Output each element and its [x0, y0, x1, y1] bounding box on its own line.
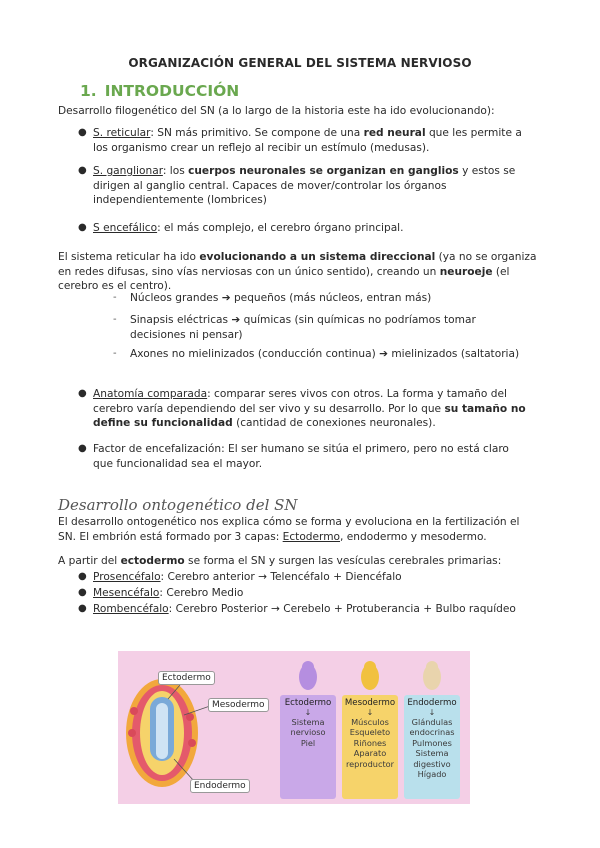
column-item: Pulmones	[412, 737, 452, 748]
bullet-icon: ●	[78, 571, 87, 582]
text: que funcionalidad sea el mayor.	[93, 457, 263, 470]
text: (el	[492, 265, 510, 278]
list-item-prosencefalo	[93, 570, 544, 585]
text: El desarrollo ontogenético nos explica cómo se forma y evoluciona en la fertilización el	[58, 516, 520, 528]
column-item: Sistema	[415, 748, 449, 758]
ectoderm-paragraph	[58, 554, 544, 569]
list-item-ganglionar	[93, 164, 544, 208]
down-arrow-icon: ↓	[304, 707, 312, 717]
dash-item-axones: Axones no mielinizados (conducción continua) ➔ mielinizados (saltatoria)	[130, 348, 520, 360]
bold-text: neuroeje	[439, 265, 493, 278]
text: : Cerebro Posterior → Cerebelo + Protuberancia + Bulbo raquídeo	[168, 603, 516, 615]
text: los organismo crear un reflejo al recibir un estímulo (medusas).	[93, 141, 430, 154]
text: (cantidad de conexiones neuronales).	[232, 417, 436, 430]
term: S. reticular	[93, 127, 151, 139]
text: : Cerebro Medio	[159, 587, 244, 599]
column-item: reproductor	[345, 758, 395, 769]
column-item: nervioso	[290, 727, 326, 737]
underlined-text: Ectodermo	[282, 530, 341, 543]
section-title: INTRODUCCIÓN	[104, 82, 240, 100]
label-endodermo: Endodermo	[190, 779, 250, 793]
column-item: Piel	[300, 737, 316, 748]
germ-layers-figure	[118, 651, 470, 804]
text: : los	[162, 165, 189, 177]
bullet-icon: ●	[78, 165, 87, 176]
dash-icon: -	[113, 348, 117, 359]
list-item-encefalizacion	[93, 442, 544, 471]
column-item: Sistema	[291, 716, 325, 727]
cell	[128, 729, 136, 737]
bold-text: ectodermo	[120, 555, 185, 567]
cell	[130, 707, 138, 715]
neural-tube-inner	[156, 703, 168, 759]
text: cerebro varía dependiendo del ser vivo y su desarrollo. Por lo que	[93, 402, 445, 415]
column-item: endocrinas	[409, 727, 455, 737]
bold-text: define su funcionalidad	[93, 417, 233, 430]
dash-item-sinapsis	[130, 313, 544, 342]
column-heading: Endodermo	[407, 698, 457, 708]
fetus-head-icon	[364, 661, 376, 673]
text: en redes difusas, sino vías nerviosas con un único sentido), creando un	[58, 265, 440, 278]
text: que les permite a	[425, 127, 522, 139]
intro-paragraph: Desarrollo filogenético del SN (a lo largo de la historia este ha ido evolucionando):	[58, 105, 495, 117]
bullet-icon: ●	[78, 603, 87, 614]
section-number: 1.	[80, 82, 97, 100]
list-item-rombencefalo	[93, 602, 544, 617]
section-heading-introduccion	[80, 82, 239, 100]
column-item: Hígado	[417, 769, 447, 779]
bullet-icon: ●	[78, 222, 87, 233]
bold-text: cuerpos neuronales se organizan en ganglios	[188, 165, 459, 177]
document-title: ORGANIZACIÓN GENERAL DEL SISTEMA NERVIOSO	[128, 56, 472, 70]
text: y estos se	[458, 165, 516, 177]
text: : comparar seres vivos con otros. La forma y tamaño del	[207, 388, 507, 400]
list-item-anatomia	[93, 387, 544, 431]
column-mesodermo	[342, 696, 398, 799]
bullet-icon: ●	[78, 388, 87, 399]
text: , endodermo y mesodermo.	[340, 530, 487, 543]
label-ectodermo: Ectodermo	[158, 671, 215, 685]
text: dirigen al ganglio central. Capaces de mover/controlar los órganos	[93, 179, 447, 192]
list-item-encefalico	[93, 221, 544, 236]
text: se forma el SN y surgen las vesículas cerebrales primarias:	[184, 555, 502, 567]
fetus-head-icon	[426, 661, 438, 673]
column-endodermo	[404, 696, 460, 799]
column-item: digestivo	[413, 758, 451, 769]
down-arrow-icon: ↓	[366, 707, 374, 717]
text: independientemente (lombrices)	[93, 194, 267, 207]
column-item: Aparato	[353, 748, 387, 758]
term: S. ganglionar	[93, 165, 163, 177]
text: Sinapsis eléctricas ➔ químicas (sin químicas no podríamos tomar	[130, 314, 476, 326]
text: (ya no se organiza	[435, 251, 537, 263]
text: cerebro es el centro).	[58, 280, 172, 293]
bullet-icon: ●	[78, 443, 87, 454]
bold-text: red neural	[363, 127, 426, 139]
column-item: Glándulas	[411, 716, 453, 727]
ontogenetic-paragraph	[58, 515, 544, 544]
text: decisiones ni pensar)	[130, 328, 243, 341]
label-mesodermo: Mesodermo	[208, 698, 269, 712]
text: : Cerebro anterior → Telencéfalo + Diencéfalo	[160, 571, 402, 583]
subsection-heading: Desarrollo ontogenético del SN	[58, 496, 298, 514]
term: Prosencéfalo	[93, 571, 161, 583]
cell	[188, 739, 196, 747]
bold-text: su tamaño no	[444, 402, 526, 415]
bold-text: evolucionando a un sistema direccional	[199, 251, 436, 263]
column-ectodermo	[280, 696, 336, 799]
fetus-head-icon	[302, 661, 314, 673]
dash-icon: -	[113, 292, 117, 303]
term: Rombencéfalo	[93, 603, 169, 615]
column-item: Esqueleto	[349, 727, 391, 737]
dash-icon: -	[113, 314, 117, 325]
term: S encefálico	[93, 222, 158, 234]
down-arrow-icon: ↓	[428, 707, 436, 717]
column-heading: Mesodermo	[344, 698, 396, 708]
bullet-icon: ●	[78, 587, 87, 598]
text: Factor de encefalización: El ser humano se sitúa el primero, pero no está claro	[93, 443, 509, 455]
dash-item-nucleos: Núcleos grandes ➔ pequeños (más núcleos, entran más)	[130, 292, 432, 304]
reticular-paragraph	[58, 250, 544, 294]
bullet-icon: ●	[78, 127, 87, 138]
list-item-reticular	[93, 126, 544, 155]
text: El sistema reticular ha ido	[58, 251, 200, 263]
text: A partir del	[58, 555, 121, 567]
column-item: Riñones	[353, 737, 387, 748]
list-item-mesencefalo	[93, 586, 544, 601]
text: SN. El embrión está formado por 3 capas:	[58, 530, 283, 543]
text: : SN más primitivo. Se compone de una	[150, 127, 364, 139]
text: : el más complejo, el cerebro órgano principal.	[157, 222, 404, 234]
term: Anatomía comparada	[93, 388, 208, 400]
column-item: Músculos	[351, 716, 389, 727]
column-heading: Ectodermo	[284, 698, 332, 708]
term: Mesencéfalo	[93, 587, 160, 599]
